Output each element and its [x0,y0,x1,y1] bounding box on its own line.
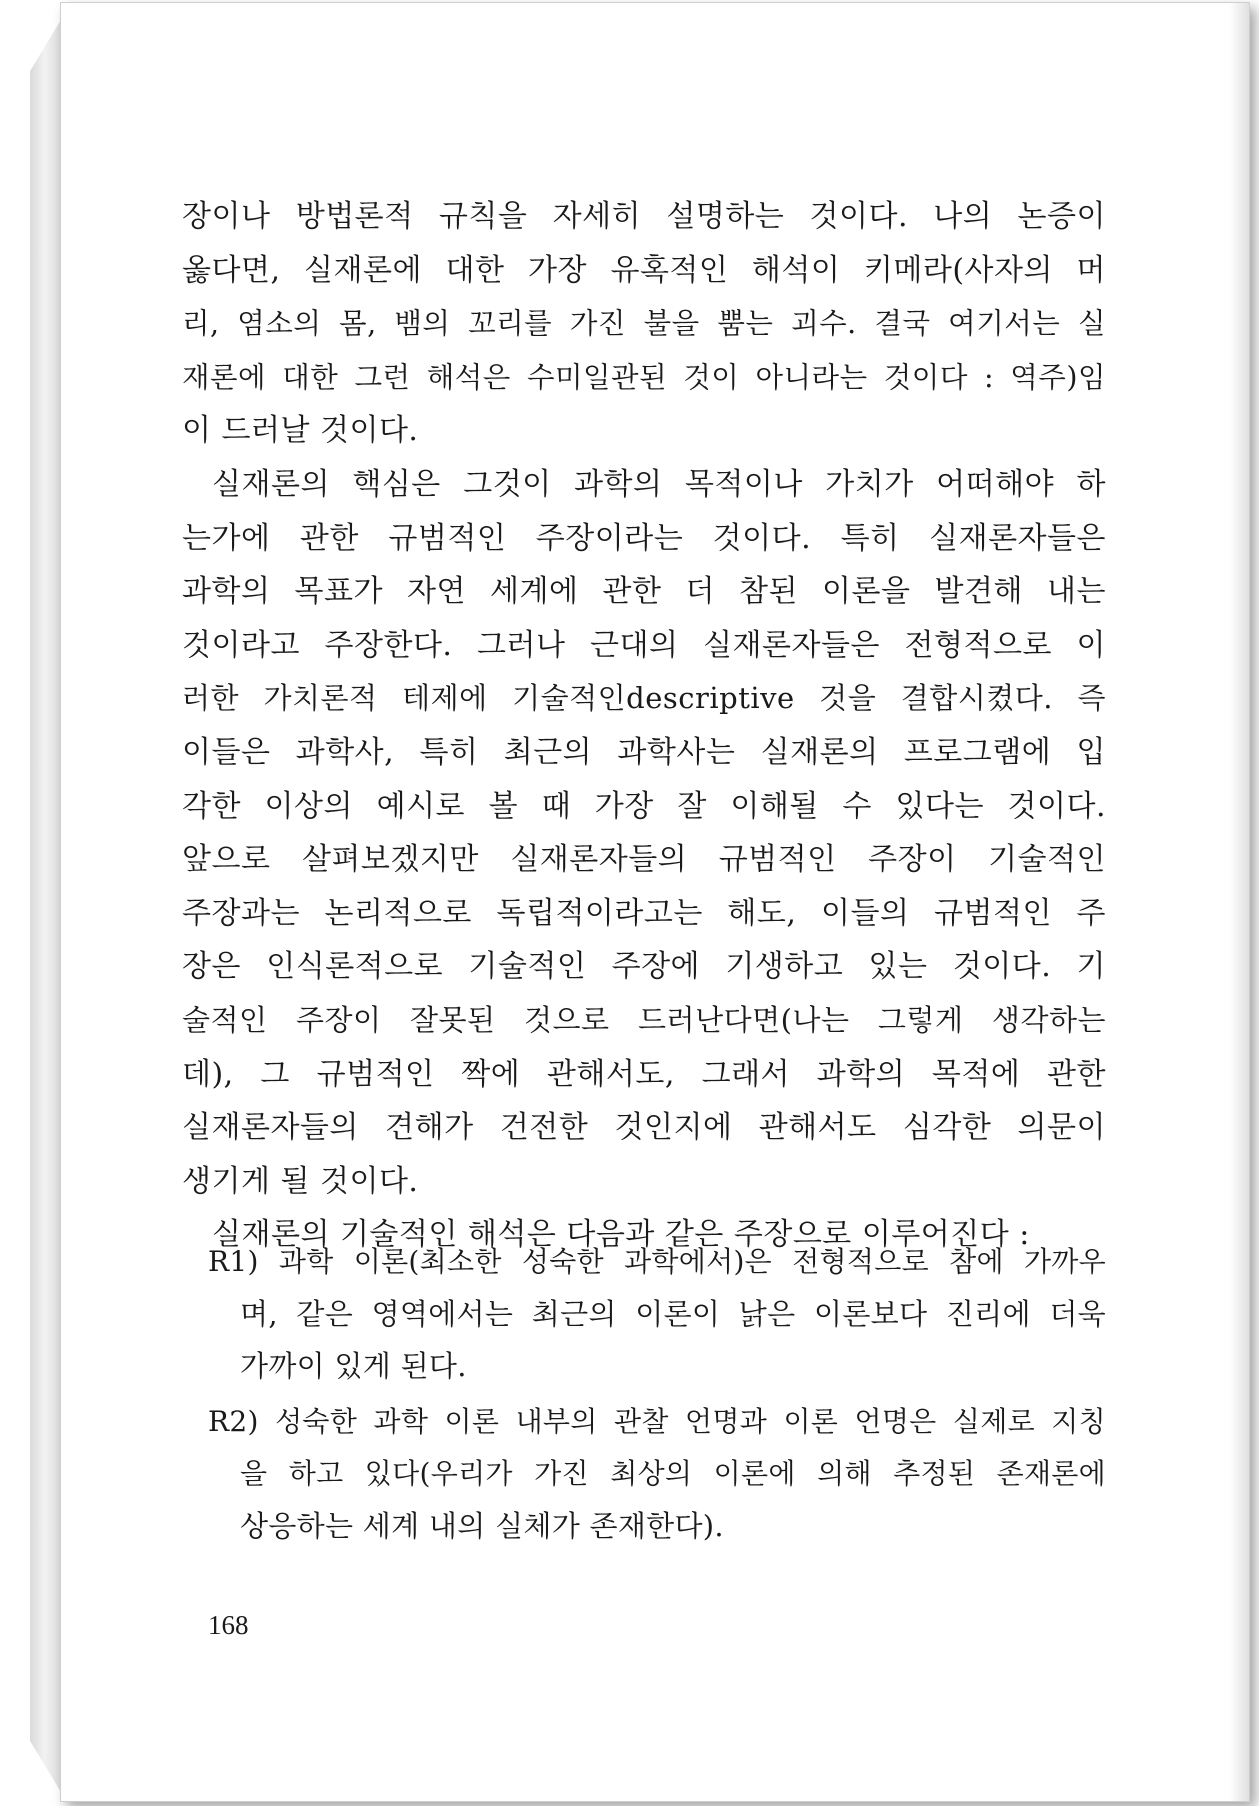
list-item-r2 [208,1396,1106,1552]
text-line: 옳다면, 실재론에 대한 가장 유혹적인 해석이 키메라(사자의 머 [182,252,1106,288]
text-line: 재론에 대한 그런 해석은 수미일관된 것이 아니라는 것이다 : 역주)임 [182,360,1106,394]
list-item-r1 [208,1236,1106,1392]
text-line: 장은 인식론적으로 기술적인 주장에 기생하고 있는 것이다. 기 [182,949,1106,985]
text-line: 주장과는 논리적으로 독립적이라고는 해도, 이들의 규범적인 주 [182,895,1106,931]
text-line: 며, 같은 영역에서는 최근의 이론이 낡은 이론보다 진리에 더욱 [240,1297,1106,1331]
text-line: R2) 성숙한 과학 이론 내부의 관찰 언명과 이론 언명은 실제로 지칭 [208,1405,1106,1438]
text-line: 상응하는 세계 내의 실체가 존재한다). [240,1509,724,1543]
paragraph-1 [182,190,1106,458]
text-line: 과학의 목표가 자연 세계에 관한 더 참된 이론을 발견해 내는 [182,574,1106,610]
page-shadow [1229,3,1249,1801]
claims-list [208,1236,1106,1556]
text-line: 을 하고 있다(우리가 가진 최상의 이론에 의해 추정된 존재론에 [240,1457,1106,1490]
page-number: 168 [208,1610,249,1640]
text-line: 리, 염소의 몸, 뱀의 꼬리를 가진 불을 뿜는 괴수. 결국 여기서는 실 [182,307,1106,341]
text-line: 실재론의 기술적인 해석은 다음과 같은 주장으로 이루어진다 : [212,1217,1030,1253]
text-line: 이 드러날 것이다. [182,413,419,449]
book-page-edge [30,18,62,1794]
text-line: 데), 그 규범적인 짝에 관해서도, 그래서 과학의 목적에 관한 [182,1056,1106,1092]
text-line: 장이나 방법론적 규칙을 자세히 설명하는 것이다. 나의 논증이 [182,199,1106,234]
text-line: 러한 가치론적 테제에 기술적인descriptive 것을 결합시켰다. 즉 [182,681,1106,716]
body-text [182,190,1106,1262]
text-line: 는가에 관한 규범적인 주장이라는 것이다. 특히 실재론자들은 [182,520,1106,556]
text-line: 실재론자들의 견해가 건전한 것인지에 관해서도 심각한 의문이 [182,1110,1106,1146]
text-line: 이들은 과학사, 특히 최근의 과학사는 실재론의 프로그램에 입 [182,734,1106,770]
text-line: 실재론의 핵심은 그것이 과학의 목적이나 가치가 어떠해야 하 [212,466,1106,502]
text-line: 술적인 주장이 잘못된 것으로 드러난다면(나는 그렇게 생각하는 [182,1002,1106,1037]
text-line: 앞으로 살펴보겠지만 실재론자들의 규범적인 주장이 기술적인 [182,842,1106,878]
text-line: 생기게 될 것이다. [182,1163,419,1199]
text-line: R1) 과학 이론(최소한 성숙한 과학에서)은 전형적으로 참에 가까우 [208,1245,1106,1278]
text-line: 것이라고 주장한다. 그러나 근대의 실재론자들은 전형적으로 이 [182,627,1106,663]
text-line: 가까이 있게 된다. [240,1349,467,1383]
paragraph-2 [182,458,1106,1208]
text-line: 각한 이상의 예시로 볼 때 가장 잘 이해될 수 있다는 것이다. [182,788,1106,824]
